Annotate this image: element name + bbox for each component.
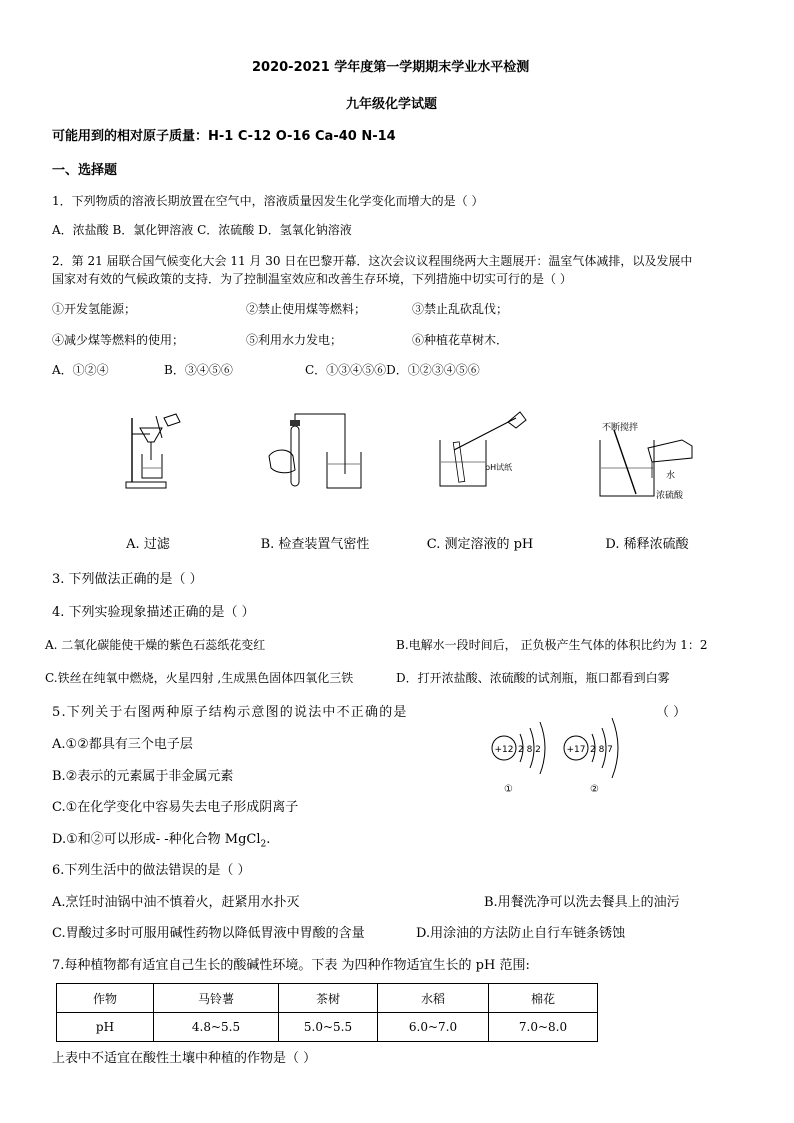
q1-stem: 1．下列物质的溶液长期放置在空气中，溶液质量因发生化学变化而增大的是（ ） (52, 194, 484, 208)
atom2-label: ② (590, 784, 599, 795)
q2-option-a: A．①②④ (52, 363, 109, 377)
q5-option-d (52, 828, 270, 850)
atom1-nucleus: +12 (494, 745, 514, 755)
table-header-cell: 棉花 (489, 984, 598, 1013)
section-heading: 一、选择题 (52, 163, 118, 178)
q2-item3: ③禁止乱砍乱伐； (412, 302, 509, 316)
exam-subtitle: 九年级化学试题 (346, 97, 438, 112)
table-header-cell: 水稻 (378, 984, 489, 1013)
water-label: 水 (666, 471, 676, 481)
table-cell: 6.0~7.0 (378, 1013, 489, 1042)
q6-option-b: B.用餐洗净可以洗去餐具上的油污 (484, 895, 680, 910)
table-header-cell: 茶树 (279, 984, 378, 1013)
ph-range-table (56, 983, 598, 1042)
q1-options: A．浓盐酸 B．氯化钾溶液 C．浓硫酸 D．氢氧化钠溶液 (52, 223, 352, 237)
figure-c-caption: C. 测定溶液的 pH (426, 537, 534, 552)
atom1-label: ① (504, 784, 513, 795)
q2-item2: ②禁止使用煤等燃料； (246, 302, 367, 316)
q2-stem-line1: 2．第 21 届联合国气候变化大会 11 月 30 日在巴黎开幕．这次会议议程围绕两大主题展开：温室气体减排，以及发展中 (52, 254, 693, 268)
filtration-apparatus-figure (118, 412, 188, 494)
figure-b-caption: B. 检查装置气密性 (260, 537, 370, 552)
q2-item5: ⑤利用水力发电； (246, 333, 343, 347)
q5-option-d-text: D.①和②可以形成- -种化合物 MgCl (52, 832, 261, 847)
q3-stem: 3. 下列做法正确的是（ ） (52, 572, 203, 587)
q6-stem: 6.下列生活中的做法错误的是（ ） (52, 863, 251, 878)
q5-stem: 5.下列关于右图两种原子结构示意图的说法中不正确的是 (52, 705, 408, 720)
acid-dilution-figure (590, 418, 720, 502)
table-row (57, 1013, 598, 1042)
q2-option-b: B．③④⑤⑥ (164, 363, 233, 377)
q2-option-cd: C．①③④⑤⑥D．①②③④⑤⑥ (305, 363, 480, 377)
table-cell: pH (57, 1013, 154, 1042)
stir-label: 不断搅拌 (602, 423, 639, 433)
figure-a-caption: A. 过滤 (126, 537, 170, 552)
table-cell: 7.0~8.0 (489, 1013, 598, 1042)
q5-option-c: C.①在化学变化中容易失去电子形成阴离子 (52, 800, 299, 815)
table-header-cell: 作物 (57, 984, 154, 1013)
q6-option-a: A.烹饪时油锅中油不慎着火，赶紧用水扑灭 (52, 895, 300, 910)
q2-item1: ①开发氢能源； (52, 302, 137, 316)
exam-title: 2020-2021 学年度第一学期期末学业水平检测 (252, 60, 530, 75)
atom-structure-diagrams (484, 708, 634, 798)
q4-option-d: D．打开浓盐酸、浓硫酸的试剂瓶，瓶口都看到白雾 (396, 671, 670, 685)
acid-label: 浓硫酸 (656, 491, 684, 501)
q5-option-b: B.②表示的元素属于非金属元素 (52, 769, 234, 784)
q2-item4: ④减少煤等燃料的使用； (52, 333, 185, 347)
q7-after-table: 上表中不适宜在酸性土壤中种植的作物是（ ） (52, 1051, 317, 1066)
airtightness-check-figure (265, 412, 375, 494)
q2-item6: ⑥种植花草树木． (412, 333, 509, 347)
q7-stem: 7.每种植物都有适宜自己生长的酸碱性环境。下表 为四种作物适宜生长的 pH 范围: (52, 958, 530, 973)
table-header-row (57, 984, 598, 1013)
atomic-mass-line: 可能用到的相对原子质量：H-1 C-12 O-16 Ca-40 N-14 (52, 129, 396, 144)
q6-option-c: C.胃酸过多时可服用碱性药物以降低胃液中胃酸的含量 (52, 926, 365, 941)
q5-option-d-end: . (266, 832, 271, 847)
table-header-cell: 马铃薯 (154, 984, 279, 1013)
ph-test-figure (430, 410, 530, 494)
q4-option-a: A. 二氧化碳能使干燥的紫色石蕊纸花变红 (45, 638, 266, 652)
q5-paren: （ ） (656, 705, 687, 720)
q4-option-c: C.铁丝在纯氧中燃烧，火星四射 ,生成黑色固体四氧化三铁 (45, 671, 354, 685)
atom1-shells: 2 8 2 (518, 745, 541, 755)
table-cell: 5.0~5.5 (279, 1013, 378, 1042)
q2-stem-line2: 国家对有效的气候政策的支持．为了控制温室效应和改善生存环境，下列措施中切实可行的是（ ） (52, 272, 572, 286)
q5-option-a: A.①②都具有三个电子层 (52, 737, 193, 752)
q4-option-b: B.电解水一段时间后， 正负极产生气体的体积比约为 1：2 (396, 638, 708, 652)
q6-option-d: D.用涂油的方法防止自行车链条锈蚀 (416, 926, 626, 941)
atom2-shells: 2 8 7 (590, 745, 613, 755)
atom2-nucleus: +17 (566, 745, 586, 755)
figure-d-caption: D. 稀释浓硫酸 (605, 537, 689, 552)
q4-stem: 4. 下列实验现象描述正确的是（ ） (52, 605, 255, 620)
ph-paper-label: pH试纸 (485, 463, 513, 472)
q5-subscript: 2 (260, 839, 267, 850)
table-cell: 4.8~5.5 (154, 1013, 279, 1042)
